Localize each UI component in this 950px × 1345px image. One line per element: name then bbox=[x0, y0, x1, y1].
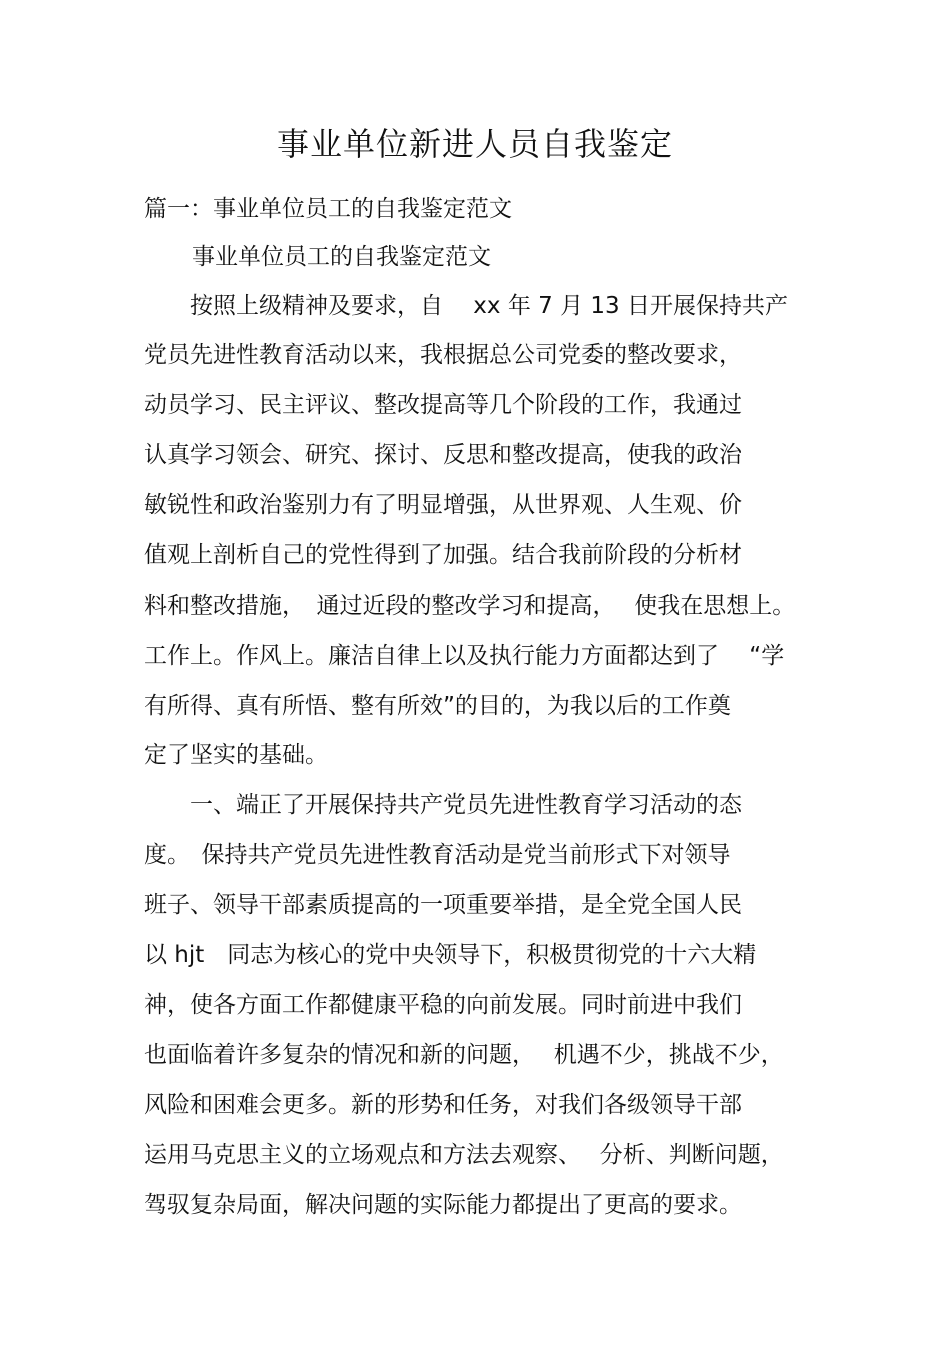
body-line: 运用马克思主义的立场观点和方法去观察、 分析、判断问题， bbox=[144, 1142, 784, 1168]
body-line: 神，使各方面工作都健康平稳的向前发展。同时前进中我们 bbox=[144, 992, 742, 1018]
body-line: 班子、领导干部素质提高的一项重要举措，是全党全国人民 bbox=[144, 892, 742, 918]
body-line: 按照上级精神及要求，自 xx 年 7 月 13 日开展保持共产 bbox=[144, 293, 788, 319]
body-line: 认真学习领会、研究、探讨、反思和整改提高，使我的政治 bbox=[144, 442, 742, 468]
body-line: 也面临着许多复杂的情况和新的问题， 机遇不少，挑战不少， bbox=[144, 1042, 784, 1068]
body-line: 值观上剖析自己的党性得到了加强。结合我前阶段的分析材 bbox=[144, 542, 742, 568]
section-heading: 篇一：事业单位员工的自我鉴定范文 bbox=[144, 196, 512, 222]
body-line: 风险和困难会更多。新的形势和任务，对我们各级领导干部 bbox=[144, 1092, 742, 1118]
subtitle: 事业单位员工的自我鉴定范文 bbox=[192, 244, 491, 270]
body-line: 党员先进性教育活动以来，我根据总公司党委的整改要求， bbox=[144, 342, 742, 368]
body-line: 驾驭复杂局面，解决问题的实际能力都提出了更高的要求。 bbox=[144, 1192, 742, 1218]
body-line: 敏锐性和政治鉴别力有了明显增强，从世界观、人生观、价 bbox=[144, 492, 742, 518]
body-line: 以 hjt 同志为核心的党中央领导下，积极贯彻党的十六大精 bbox=[144, 942, 757, 968]
body-line: 工作上。作风上。廉洁自律上以及执行能力方面都达到了 “学 bbox=[144, 643, 785, 669]
body-line: 定了坚实的基础。 bbox=[144, 742, 328, 768]
body-line: 动员学习、民主评议、整改提高等几个阶段的工作，我通过 bbox=[144, 392, 742, 418]
body-line: 一、端正了开展保持共产党员先进性教育学习活动的态 bbox=[144, 792, 742, 818]
document-title: 事业单位新进人员自我鉴定 bbox=[276, 125, 673, 163]
body-line: 有所得、真有所悟、整有所效”的目的，为我以后的工作奠 bbox=[144, 693, 731, 719]
body-line: 度。 保持共产党员先进性教育活动是党当前形式下对领导 bbox=[144, 842, 731, 868]
body-line: 料和整改措施， 通过近段的整改学习和提高， 使我在思想上。 bbox=[144, 593, 796, 619]
